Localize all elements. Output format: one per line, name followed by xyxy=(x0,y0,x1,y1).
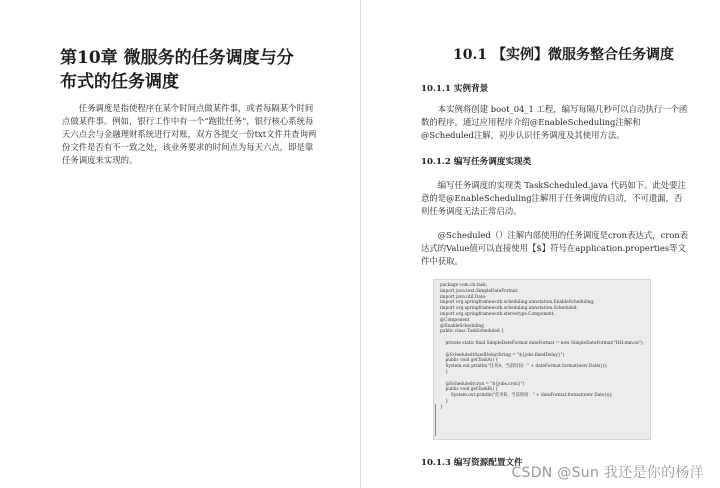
code-line: package com.cb.task; xyxy=(440,283,488,288)
code-line: System.out.println("任务A，当前时间：" + dateFormat.format(new Date())); xyxy=(440,364,608,370)
code-line: import org.springframework.stereotype.Component; xyxy=(440,311,555,317)
code-listing xyxy=(433,279,651,440)
code-line: public class TaskScheduled { xyxy=(440,329,504,335)
chapter-title xyxy=(60,46,310,94)
right-page xyxy=(360,0,720,488)
subsection-title-config: 10.1.3 编写资源配置文件 xyxy=(421,458,523,468)
code-line: @Component xyxy=(440,317,470,323)
section-title: 10.1 【实例】微服务整合任务调度 xyxy=(453,47,674,63)
implementation-paragraph-2: @Scheduled（）注解内部使用的任务调度是cron表达式，cron表达式的Value值可以直接使用【$】符号在application.properties等文件中获取。 xyxy=(421,230,689,266)
subsection-title-implementation: 10.1.2 编写任务调度实现类 xyxy=(421,157,532,167)
implementation-paragraph-1: 编写任务调度的实现类 TaskScheduled.java 代码如下。此处要注意的是@EnableScheduling注解用于任务调度的启动，不可遗漏，否则任务调度无法正常启动。 xyxy=(421,180,687,216)
code-line: import java.text.SimpleDateFormat; xyxy=(440,288,519,294)
code-line: System.out.println("任务B，当前时间：" + dateFormat.format(new Date())); xyxy=(440,393,613,399)
code-line: } xyxy=(440,404,443,410)
code-line: import org.springframework.scheduling.annotation.EnableScheduling; xyxy=(440,300,595,306)
code-line: } xyxy=(440,398,449,404)
code-line: import java.util.Date; xyxy=(440,294,487,300)
code-bracket-decoration xyxy=(435,404,436,436)
chapter-title-line1: 第10章 微服务的任务调度与分 xyxy=(60,48,294,68)
watermark: CSDN @Sun 我还是你的杨洋 xyxy=(511,465,704,481)
code-line: private static final SimpleDateFormat dateFormat = new SimpleDateFormat("HH:mm:ss"); xyxy=(440,340,644,346)
chapter-intro: 任务调度是指使程序在某个时间点做某件事，或者每隔某个时间点做某件事。例如，银行工作中有一个“跑批任务”，银行核心系统每天六点会与金融理财系统进行对账，双方各提交一份txt文件并查询两份文件是否有不一致之处，该业务要求的时间点为每天六点，即是靠任务调度来实现的。 xyxy=(62,103,317,165)
code-line: public void getTaskB() { xyxy=(440,387,499,393)
subsection-title-background: 10.1.1 实例背景 xyxy=(421,84,489,94)
code-line: } xyxy=(440,369,449,375)
code-line: @EnableScheduling xyxy=(440,323,484,329)
code-line: public void getTaskA() { xyxy=(440,358,499,364)
code-line: @Scheduled(cron = "${jobs.cron}") xyxy=(440,381,525,387)
code-line: import org.springframework.scheduling.annotation.Scheduled; xyxy=(440,306,578,312)
chapter-title-line2: 布式的任务调度 xyxy=(60,72,179,92)
code-line: @Scheduled(fixedDelayString = "${jobs.fixedDelay}") xyxy=(440,352,565,358)
background-paragraph: 本实例将创建 boot_04_1 工程，编写每隔几秒可以自动执行一个函数的程序。通过应用程序介绍@EnableScheduling注解和@Scheduled注解，初步认识任务调度及其使用方法。 xyxy=(421,104,688,140)
